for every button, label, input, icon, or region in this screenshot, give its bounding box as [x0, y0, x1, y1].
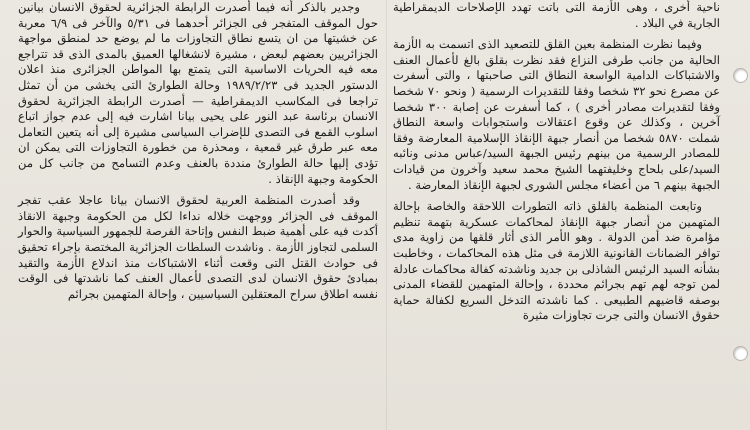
right-text-column — [393, 0, 720, 330]
paragraph: ناحية أخرى ، وهى الأزمة التى باتت تهدد الإصلاحات الديمقراطية الجارية في البلاد . — [393, 0, 720, 30]
paragraph: وجدير بالذكر أنه فيما أصدرت الرابطة الجزائرية لحقوق الانسان بيانين حول الموقف المتفجر فى الجزائر أحدهما فى ٥/٣١ والآخر فى ٦/٩ معربة عن خشيتها من ان يتسع نطاق التجاوزات ما لم يوضع حد لمنطق مواجهة الجزائريين بعضهم لبعض ، مشيرة لانشغالها العميق بالمدى الذى قد تتراجع معه فيه الحريات الاساسية التى يتمتع بها المواطن الجزائرى منذ اعلان الدستور الجديد فى ١٩٨٩/٢/٢٣ وحالة الطوارئ التى يخشى من أن تمثل تراجعا فى المكاسب الديمقراطية — أصدرت الرابطة الجزائرية لحقوق الانسان برئاسة عبد النور على يحيى بيانا اشارت فيه إلى عدم جواز اتباع اسلوب القمع فى التصدى للإضراب السياسى مشيرة إلى أنه يتعين التعامل معه عبر طرق غير قمعية ، ومحذرة من خطورة التجاوزات التى يمكن ان تؤدى إليها حالة الطوارئ منددة بالعنف وعدم التسامح من جانب كل من الحكومة وجبهة الإنقاذ . — [18, 0, 379, 186]
paragraph: وفيما نظرت المنظمة بعين القلق للتصعيد الذى اتسمت به الأزمة الحالية من جانب طرفى النزاع فقد نظرت بقلق بالغ لأعمال العنف والاشتباكات الدامية الواسعة النطاق التى صاحبتها ، والتى أسفرت عن مصرع نحو ٣٢ شخصا وفقا للتقديرات الرسمية ( ونحو ٧٠ شخصا وفقا لتقديرات مصادر أخرى ) ، كما أسفرت عن إصابة ٣٠٠ شخصا آخرين ، وكذلك عن وقوع اعتقالات واستجوابات واسعة النطاق شملت ٥٨٧٠ شخصا من أنصار جبهة الإنقاذ الإسلامية المعارضة وفقا للمصادر الرسمية من بينهم رئيس الجبهة السيد/عباس مدنى ونائبه السيد/على بلحاج وخليفتهما الشيخ محمد سعيد وآخرون من قيادات الجبهة بينهم ٦ من أعضاء مجلس الشورى لجبهة الإنقاذ المعارضة . — [393, 37, 720, 192]
paragraph: وقد أصدرت المنظمة العربية لحقوق الانسان بيانا عاجلا عقب تفجر الموقف فى الجزائر ووجهت خلاله نداءا لكل من الحكومة وجبهة الانقاذ أكدت فيه على أهمية ضبط النفس وإتاحة الفرصة للجمهور السياسية والحوار السلمى لتجاوز الأزمة . وناشدت السلطات الجزائرية المختصة بإجراء تحقيق فى حوادث القتل التى وقعت أثناء الاشتباكات منذ اندلاع الأزمة والتقيد بمبادئ حقوق الانسان لدى التصدى لأعمال العنف كما ناشدتها فى الوقت نفسه اطلاق سراح المعتقلين السياسيين ، وإحالة المتهمين بجرائم — [18, 193, 378, 301]
column-gutter — [386, 0, 387, 430]
binder-hole — [733, 346, 748, 361]
paragraph: وتابعت المنظمة بالقلق ذاته التطورات اللاحقة والخاصة بإحالة المتهمين من أنصار جبهة الإنقاذ لمحاكمات عسكرية بتهمة تنظيم مؤامرة ضد أمن الدولة . وهو الأمر الذى أثار قلقها من زاوية مدى توافر الضمانات القانونية اللازمة فى مثل هذه المحاكمات ، وخاطبت بشأنه السيد الرئيس الشاذلى بن جديد وناشدته كفالة محاكمات عادلة لمن توجه لهم تهم بجرائم محددة ، وإحالة المتهمين للقضاء المدنى بوصفه قاضيهم الطبيعى . كما ناشدته التدخل السريع لكفالة حماية حقوق الانسان والتى جرت تجاوزات مثيرة — [393, 199, 720, 323]
left-text-column — [18, 0, 378, 308]
binder-hole — [733, 68, 748, 83]
